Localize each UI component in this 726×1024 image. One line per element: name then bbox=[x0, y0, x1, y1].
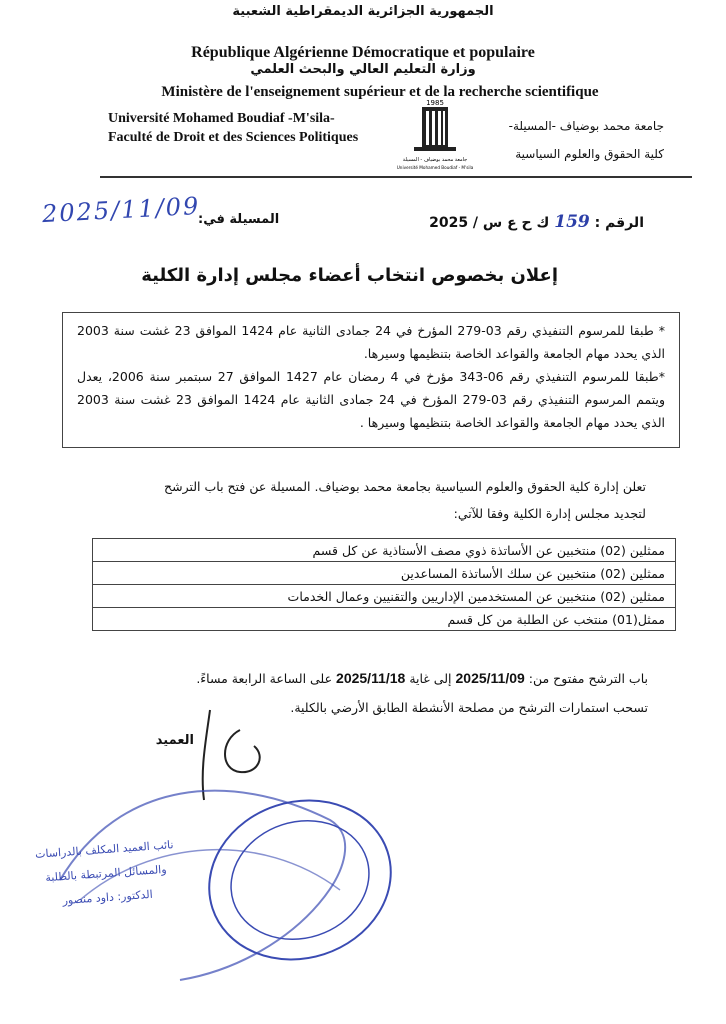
decrees-box bbox=[62, 312, 680, 448]
decree-1: * طبقا للمرسوم التنفيذي رقم 03-279 المؤرخ في 24 جمادى الثانية عام 1424 الموافق 23 غشت سنة 2003 الذي يحدد مهام الجامعة والقواعد الخاصة بتنظيمها وسيرها. bbox=[77, 323, 665, 361]
logo-caption-ar: جامعة محمد بوضياف - المسيلة bbox=[402, 157, 468, 163]
period-start: 2025/11/09 bbox=[455, 670, 525, 686]
header-divider bbox=[100, 176, 692, 178]
header-ar-republic: الجمهورية الجزائرية الديمقراطية الشعبية bbox=[232, 4, 494, 19]
reference-number: 159 bbox=[554, 212, 590, 232]
stamp-signatory bbox=[4, 831, 209, 917]
table-row bbox=[93, 608, 676, 631]
stamp-line-3: الدكتور: داود منصور bbox=[62, 887, 154, 908]
logo-caption-fr: Université Mohamed Boudiaf - M'sila bbox=[396, 165, 474, 170]
place-label: المسيلة في: bbox=[198, 212, 280, 227]
logo-year: 1985 bbox=[426, 99, 444, 107]
table-row bbox=[93, 585, 676, 608]
ar-faculty-name: كلية الحقوق والعلوم السياسية bbox=[515, 147, 664, 161]
forms-note: تسحب استمارات الترشح من مصلحة الأنشطة الطابق الأرضي بالكلية. bbox=[290, 700, 648, 715]
reference-label: الرقم : bbox=[594, 215, 644, 231]
intro-paragraph bbox=[86, 473, 646, 527]
header-fr-ministry: Ministère de l'enseignement supérieur et de la recherche scientifique bbox=[161, 84, 599, 100]
university-logo bbox=[392, 97, 478, 173]
header-ar-university-block bbox=[509, 112, 664, 168]
intro-line-1: تعلن إدارة كلية الحقوق والعلوم السياسية بجامعة محمد بوضياف. المسيلة عن فتح باب الترشح bbox=[164, 479, 646, 494]
dean-label: العميد bbox=[155, 733, 194, 748]
representative-cell: ممثلين (02) منتخبين عن سلك الأساتذة المساعدين bbox=[93, 562, 676, 585]
fr-university-name: Université Mohamed Boudiaf -M'sila- bbox=[108, 111, 335, 126]
period-end: 2025/11/18 bbox=[336, 670, 406, 686]
table-row bbox=[93, 539, 676, 562]
representative-cell: ممثلين (02) منتخبين عن الأساتذة ذوي مصف الأستاذية عن كل قسم bbox=[93, 539, 676, 562]
header-ar-ministry: وزارة التعليم العالي والبحث العلمي bbox=[250, 62, 476, 77]
representatives-table bbox=[92, 538, 676, 631]
announcement-title: إعلان بخصوص انتخاب أعضاء مجلس إدارة الكلية bbox=[141, 265, 558, 286]
representative-cell: ممثل(01) منتخب عن الطلبة من كل قسم bbox=[93, 608, 676, 631]
reference-line bbox=[429, 212, 644, 232]
reference-code: ك ح ع س / 2025 bbox=[429, 215, 550, 231]
ar-university-name: جامعة محمد بوضياف -المسيلة- bbox=[508, 119, 664, 133]
fr-faculty-name: Faculté de Droit et des Sciences Politiques bbox=[108, 130, 359, 145]
stamp-line-2: والمسائل المرتبطة بالطلبة bbox=[44, 862, 167, 885]
period-suffix: على الساعة الرابعة مساءً. bbox=[196, 671, 333, 686]
decree-2: *طبقا للمرسوم التنفيذي رقم 06-343 مؤرخ في 4 رمضان عام 1427 الموافق 27 سبتمبر سنة 2006، يعدل ويتمم المرسوم التنفيذي رقم 03-279 المؤرخ في 24 جمادى الثانية عام 1424 الموافق 23 غشت سنة 2003 الذي يحدد مهام الجامعة والقواعد الخاصة بتنظيمها وسيرها . bbox=[77, 369, 665, 430]
header-fr-university-block bbox=[108, 109, 358, 147]
header-fr-republic: République Algérienne Démocratique et populaire bbox=[191, 44, 535, 61]
period-middle: إلى غاية bbox=[409, 671, 452, 686]
candidacy-period bbox=[88, 670, 648, 686]
stamp-line-1: نائب العميد المكلف بالدراسات bbox=[34, 838, 174, 861]
representative-cell: ممثلين (02) منتخبين عن المستخدمين الإداريين والتقنيين وعمال الخدمات bbox=[93, 585, 676, 608]
period-prefix: باب الترشح مفتوح من: bbox=[528, 671, 648, 686]
handwritten-date: 2025/11/09 bbox=[41, 191, 201, 229]
table-row bbox=[93, 562, 676, 585]
intro-line-2: لتجديد مجلس إدارة الكلية وفقا للآتي: bbox=[453, 506, 646, 521]
